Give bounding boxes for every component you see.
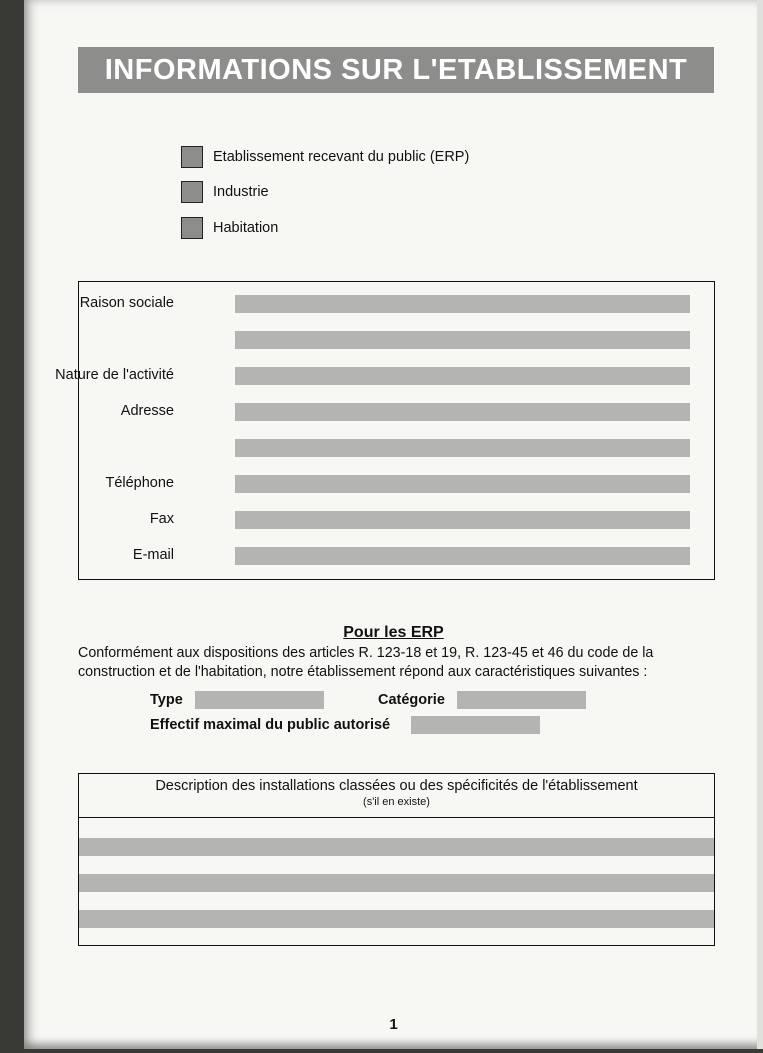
document-page xyxy=(24,0,763,1049)
email-label: E-mail xyxy=(132,547,174,563)
housing-checkbox-label: Habitation xyxy=(213,220,279,236)
capacity-field[interactable] xyxy=(411,716,540,734)
housing-checkbox-row[interactable] xyxy=(181,216,278,240)
description-subtitle: (s'il en existe) xyxy=(363,796,430,808)
email-field[interactable] xyxy=(235,547,690,565)
type-label: Type xyxy=(150,692,183,708)
description-line-1[interactable] xyxy=(79,838,714,856)
company-name-field-line-2[interactable] xyxy=(235,331,690,349)
address-field[interactable] xyxy=(235,403,690,421)
category-label: Catégorie xyxy=(378,692,445,708)
page-title: INFORMATIONS SUR L'ETABLISSEMENT xyxy=(78,47,714,93)
fax-label: Fax xyxy=(149,511,174,527)
erp-checkbox[interactable] xyxy=(181,146,203,168)
company-name-field[interactable] xyxy=(235,295,690,313)
activity-field[interactable] xyxy=(235,367,690,385)
erp-section-text: Conformément aux dispositions des articles R. 123-18 et 19, R. 123-45 et 46 du code de la construction et de l'habitation, notre établissement répond aux caractéristiques suivantes : xyxy=(78,645,654,680)
industry-checkbox-label: Industrie xyxy=(213,184,269,200)
industry-checkbox[interactable] xyxy=(181,181,203,203)
fax-field[interactable] xyxy=(235,511,690,529)
industry-checkbox-row[interactable] xyxy=(181,180,269,204)
phone-label: Téléphone xyxy=(105,475,174,491)
description-box xyxy=(78,773,715,946)
description-line-3[interactable] xyxy=(79,910,714,928)
description-header xyxy=(79,774,714,818)
page-edge xyxy=(757,0,763,1049)
description-title: Description des installations classées ou des spécificités de l'établissement xyxy=(155,778,638,794)
capacity-label: Effectif maximal du public autorisé xyxy=(150,717,391,733)
address-field-line-2[interactable] xyxy=(235,439,690,457)
type-field[interactable] xyxy=(195,691,324,709)
company-name-label: Raison sociale xyxy=(79,295,174,311)
erp-checkbox-row[interactable] xyxy=(181,145,469,169)
category-field[interactable] xyxy=(457,691,586,709)
erp-section-title: Pour les ERP xyxy=(343,624,444,641)
phone-field[interactable] xyxy=(235,475,690,493)
erp-checkbox-label: Etablissement recevant du public (ERP) xyxy=(213,149,470,165)
housing-checkbox[interactable] xyxy=(181,217,203,239)
description-line-2[interactable] xyxy=(79,874,714,892)
identity-form xyxy=(55,281,715,580)
address-label: Adresse xyxy=(120,403,174,419)
page-number: 1 xyxy=(389,1016,398,1033)
activity-label: Nature de l'activité xyxy=(55,367,174,383)
